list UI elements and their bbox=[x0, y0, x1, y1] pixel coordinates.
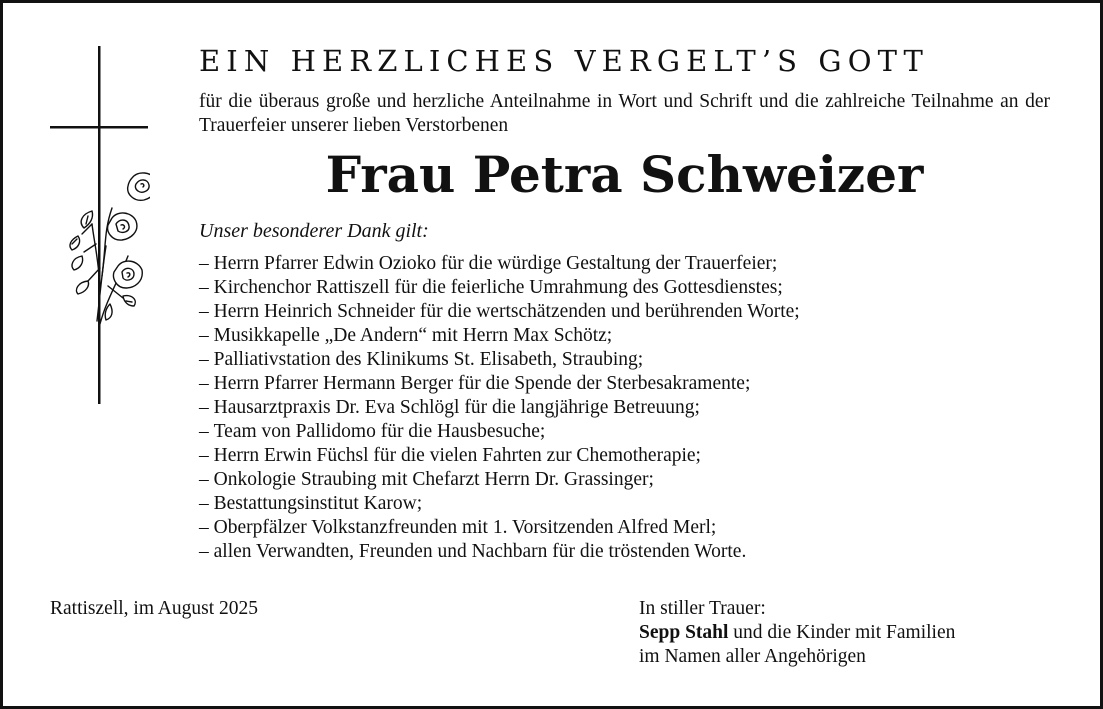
signature-line-1: In stiller Trauer: bbox=[639, 598, 766, 619]
thanks-item: – Onkologie Straubing mit Chefarzt Herrn Dr. Grassinger; bbox=[199, 468, 1059, 492]
intro-text: für die überaus große und herzliche Anteilnahme in Wort und Schrift und die zahlreiche Teilnahme an der Trauerfeier unserer lieben Verstorbenen bbox=[199, 91, 1050, 136]
signature-line-2 bbox=[639, 621, 955, 645]
thanks-item: – Herrn Heinrich Schneider für die wertschätzenden und berührenden Worte; bbox=[199, 300, 1059, 324]
thanks-item: – allen Verwandten, Freunden und Nachbarn für die tröstenden Worte. bbox=[199, 540, 1059, 564]
thanks-item: – Oberpfälzer Volkstanzfreunden mit 1. Vorsitzenden Alfred Merl; bbox=[199, 516, 1059, 540]
roses-icon bbox=[70, 173, 150, 324]
deceased-name: Frau Petra Schweizer bbox=[325, 145, 924, 204]
thanks-heading: Unser besonderer Dank gilt: bbox=[199, 220, 429, 242]
signature-line-3: im Namen aller Angehörigen bbox=[639, 646, 866, 667]
thanks-item: – Herrn Pfarrer Hermann Berger für die Spende der Sterbesakramente; bbox=[199, 372, 1059, 396]
place-date: Rattiszell, im August 2025 bbox=[50, 598, 258, 619]
thanks-item: – Herrn Erwin Füchsl für die vielen Fahrten zur Chemotherapie; bbox=[199, 444, 1059, 468]
thanks-item: – Team von Pallidomo für die Hausbesuche; bbox=[199, 420, 1059, 444]
cross-with-roses bbox=[48, 46, 150, 406]
signature-name: Sepp Stahl bbox=[639, 622, 729, 643]
thanks-item: – Musikkapelle „De Andern“ mit Herrn Max Schötz; bbox=[199, 324, 1059, 348]
thanks-item: – Palliativstation des Klinikums St. Elisabeth, Straubing; bbox=[199, 348, 1059, 372]
signature-line-2-rest: und die Kinder mit Familien bbox=[728, 622, 956, 643]
signature-block bbox=[639, 597, 955, 669]
heading: EIN HERZLICHES VERGELT’S GOTT bbox=[199, 44, 929, 78]
thanks-list bbox=[199, 252, 1059, 564]
thanks-item: – Hausarztpraxis Dr. Eva Schlögl für die langjährige Betreuung; bbox=[199, 396, 1059, 420]
thanks-item: – Herrn Pfarrer Edwin Ozioko für die würdige Gestaltung der Trauerfeier; bbox=[199, 252, 1059, 276]
thanks-item: – Bestattungsinstitut Karow; bbox=[199, 492, 1059, 516]
thanks-item: – Kirchenchor Rattiszell für die feierliche Umrahmung des Gottesdienstes; bbox=[199, 276, 1059, 300]
